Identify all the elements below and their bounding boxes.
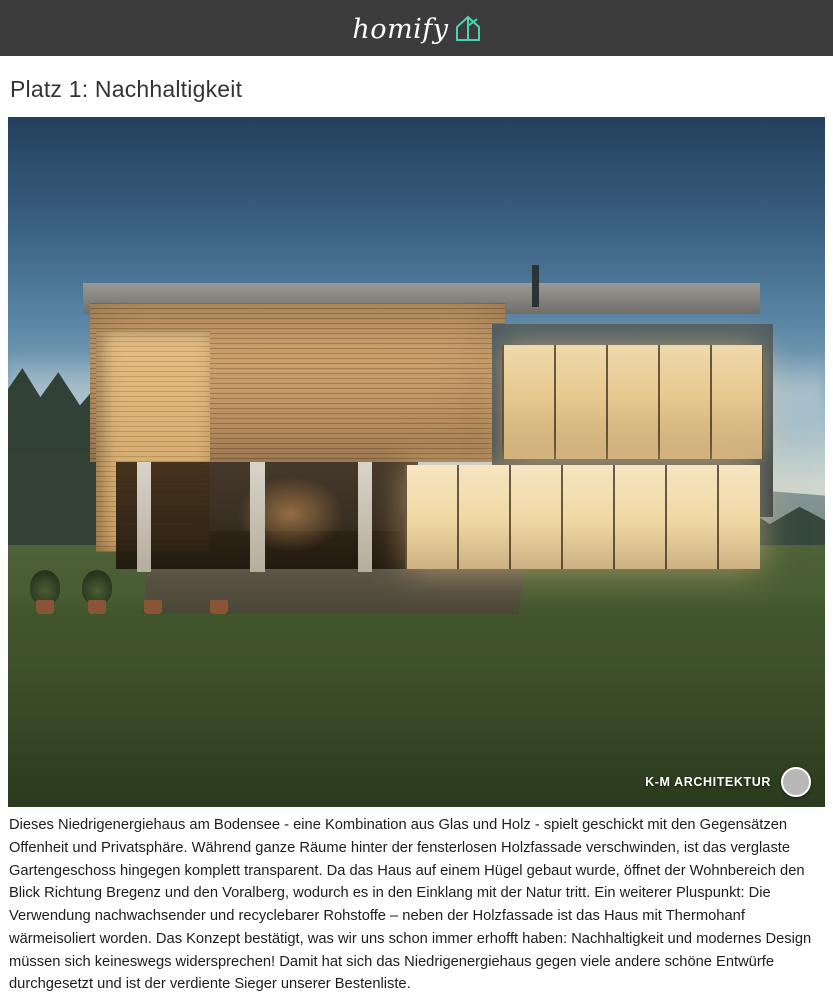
homify-logo[interactable] (352, 13, 480, 45)
logo-wordmark: homify (352, 13, 449, 45)
photo-illustration (8, 117, 825, 807)
potted-plants (24, 517, 269, 614)
lower-glass-facade (405, 465, 760, 569)
site-header (0, 0, 833, 56)
plant-bush (82, 570, 112, 604)
photo-credit[interactable] (645, 767, 811, 797)
window-mullions-upper (502, 345, 763, 459)
page-title: Platz 1: Nachhaltigkeit (10, 76, 243, 102)
chimney (532, 265, 539, 306)
flower-pot (88, 600, 106, 614)
plant-bush (30, 570, 60, 604)
upper-glass-facade (502, 345, 763, 459)
profile-dot-icon[interactable] (781, 767, 811, 797)
article-photo (8, 117, 825, 807)
house-logo-icon (455, 14, 481, 42)
flower-pot (210, 600, 228, 614)
flower-pot (36, 600, 54, 614)
article-body: Dieses Niedrigenergiehaus am Bodensee - eine Kombination aus Glas und Holz - spielt geschickt mit den Gegensätzen Offenheit und Privatsphäre. Während ganze Räume hinter der fensterlosen Holzfassade verschwinden, ist das verglaste Gartengeschoss hingegen komplett transparent. Da das Haus auf einem Hügel gebaut wurde, öffnet der Wohnbereich den Blick Richtung Bregenz und den Voralberg, wodurch es in den Einklang mit der Natur tritt. Ein weiterer Pluspunkt: Die Verwendung nachwachsender und recyclebarer Rohstoffe – neben der Holzfassade ist das Haus mit Thermohanf wärmeisoliert worden. Das Konzept bestätigt, was wir uns schon immer erhofft haben: Nachhaltigkeit und modernes Design müssen sich keineswegs widersprechen! Damit hat sich das Niedrigenergiehaus gegen viele andere schöne Entwürfe durchgesetzt und ist der verdiente Sieger unserer Bestenliste. (9, 817, 812, 993)
support-pillar (358, 462, 372, 572)
window-mullions-lower (405, 465, 760, 569)
photo-credit-label: K-M ARCHITEKTUR (645, 775, 771, 789)
flower-pot (144, 600, 162, 614)
article-container (0, 76, 833, 996)
